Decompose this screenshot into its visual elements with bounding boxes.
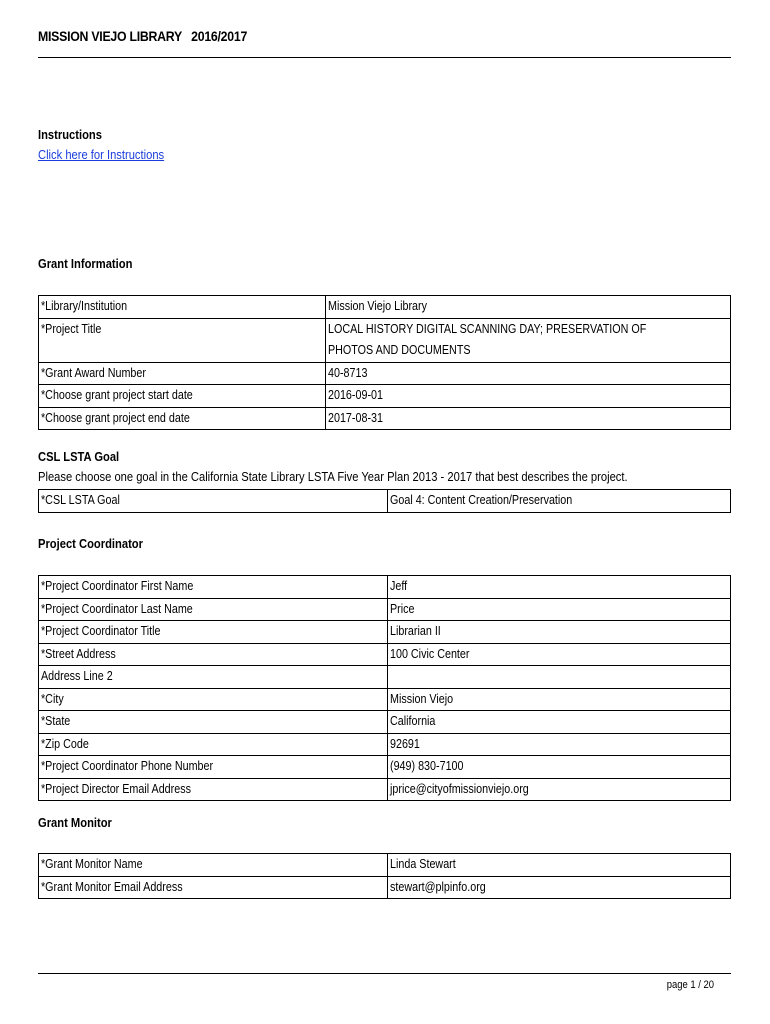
grant-monitor-heading: Grant Monitor: [38, 815, 112, 830]
field-value: California: [388, 711, 731, 734]
field-label: *Grant Award Number: [39, 362, 326, 385]
field-label: *Project Coordinator First Name: [39, 576, 388, 599]
field-value: stewart@plpinfo.org: [388, 876, 731, 899]
field-value: Linda Stewart: [388, 854, 731, 877]
table-row: [39, 666, 731, 689]
field-label: *Zip Code: [39, 733, 388, 756]
footer-divider: [38, 973, 731, 974]
field-label: *City: [39, 688, 388, 711]
project-coordinator-table: [38, 575, 731, 801]
field-label: *Project Title: [39, 318, 326, 362]
field-value: (949) 830-7100: [388, 756, 731, 779]
grant-information-heading: Grant Information: [38, 256, 133, 271]
header-divider: [38, 57, 731, 58]
field-label: *Street Address: [39, 643, 388, 666]
field-value: 100 Civic Center: [388, 643, 731, 666]
table-row: [39, 362, 731, 385]
page-number: page 1 / 20: [666, 979, 714, 991]
field-label: *State: [39, 711, 388, 734]
field-label: *Choose grant project end date: [39, 407, 326, 430]
grant-monitor-table: [38, 853, 731, 899]
table-row: [39, 733, 731, 756]
field-value: Librarian II: [388, 621, 731, 644]
field-label: *CSL LSTA Goal: [39, 490, 388, 513]
table-row: [39, 711, 731, 734]
table-row: [39, 598, 731, 621]
field-label: *Project Coordinator Title: [39, 621, 388, 644]
field-value: 40-8713: [326, 362, 731, 385]
field-label: Address Line 2: [39, 666, 388, 689]
table-row: [39, 385, 731, 408]
table-row: [39, 756, 731, 779]
field-value: 92691: [388, 733, 731, 756]
field-label: *Project Coordinator Last Name: [39, 598, 388, 621]
field-value: jprice@cityofmissionviejo.org: [388, 778, 731, 801]
field-value: LOCAL HISTORY DIGITAL SCANNING DAY; PRESERVATION OF PHOTOS AND DOCUMENTS: [326, 318, 731, 362]
field-value: [388, 666, 731, 689]
table-row: [39, 854, 731, 877]
table-row: [39, 576, 731, 599]
csl-lsta-goal-description: Please choose one goal in the California State Library LSTA Five Year Plan 2013 - 2017 that best describes the project.: [38, 469, 628, 484]
field-label: *Choose grant project start date: [39, 385, 326, 408]
table-row: [39, 643, 731, 666]
field-label: *Grant Monitor Name: [39, 854, 388, 877]
field-label: *Project Coordinator Phone Number: [39, 756, 388, 779]
table-row: [39, 407, 731, 430]
field-label: *Grant Monitor Email Address: [39, 876, 388, 899]
csl-lsta-goal-heading: CSL LSTA Goal: [38, 449, 120, 464]
table-row: [39, 688, 731, 711]
project-coordinator-heading: Project Coordinator: [38, 536, 143, 551]
table-row: [39, 318, 731, 362]
field-label: *Library/Institution: [39, 296, 326, 319]
field-value: Mission Viejo Library: [326, 296, 731, 319]
instructions-link[interactable]: Click here for Instructions: [38, 147, 165, 162]
grant-information-table: [38, 295, 731, 430]
table-row: [39, 778, 731, 801]
csl-lsta-goal-table: [38, 489, 731, 513]
field-value: Mission Viejo: [388, 688, 731, 711]
field-value: Goal 4: Content Creation/Preservation: [388, 490, 731, 513]
table-row: [39, 296, 731, 319]
instructions-heading: Instructions: [38, 127, 102, 142]
field-value: 2017-08-31: [326, 407, 731, 430]
field-value: 2016-09-01: [326, 385, 731, 408]
field-label: *Project Director Email Address: [39, 778, 388, 801]
document-title: MISSION VIEJO LIBRARY 2016/2017: [38, 28, 248, 44]
field-value: Jeff: [388, 576, 731, 599]
table-row: [39, 490, 731, 513]
field-value: Price: [388, 598, 731, 621]
table-row: [39, 876, 731, 899]
table-row: [39, 621, 731, 644]
